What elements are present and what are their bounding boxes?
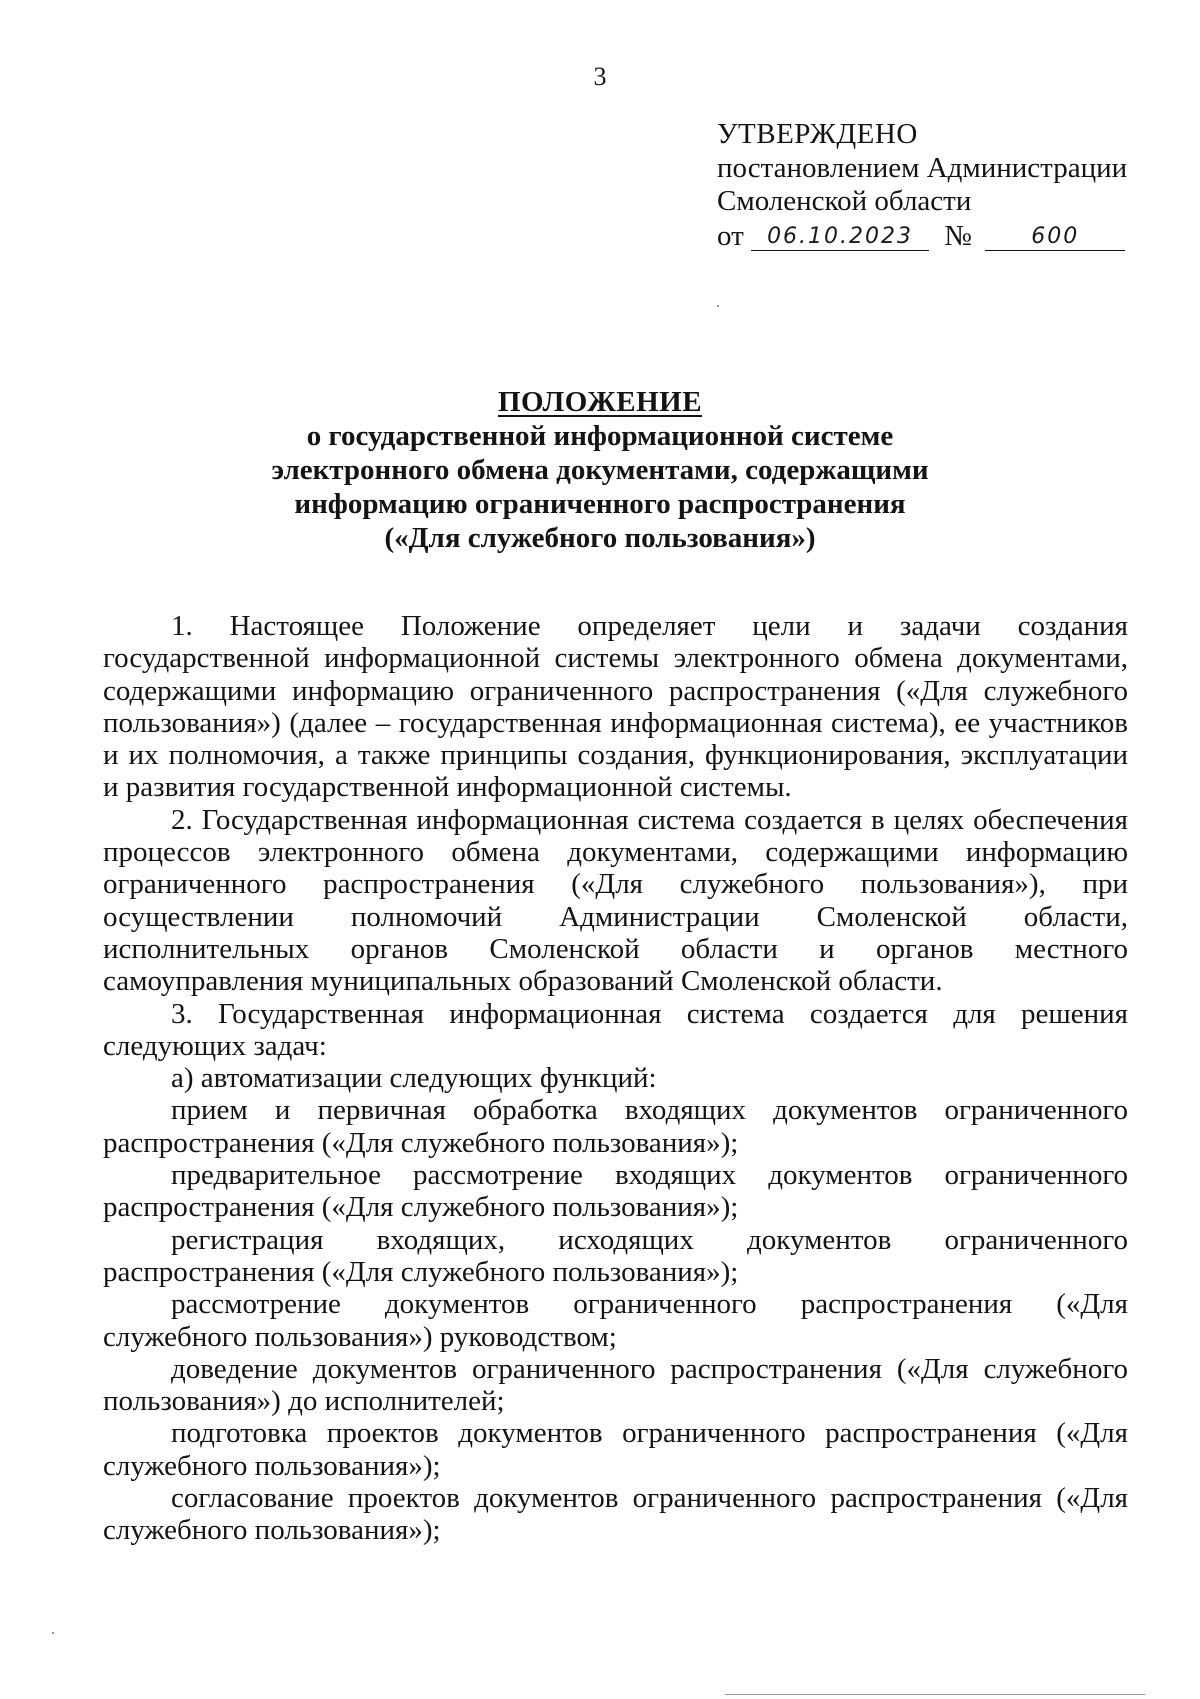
title-line-1: о государственной информационной системе xyxy=(306,420,894,452)
handwritten-number: 600 xyxy=(985,224,1125,251)
approval-line-2: Смоленской области xyxy=(717,185,972,217)
scan-edge-line xyxy=(725,1694,1145,1695)
approval-block xyxy=(717,118,1157,253)
title-line-4: («Для служебного пользования») xyxy=(384,522,816,554)
paragraph: предварительное рассмотрение входящих документов ограниченного распространения («Для служебного пользования»); xyxy=(103,1159,1128,1224)
approval-date-line xyxy=(717,220,1157,254)
page-number: 3 xyxy=(593,62,607,91)
paragraph: прием и первичная обработка входящих документов ограниченного распространения («Для служебного пользования»); xyxy=(103,1094,1128,1159)
scan-speck xyxy=(52,1632,54,1634)
title-heading: ПОЛОЖЕНИЕ xyxy=(497,386,703,418)
paragraph: 2. Государственная информационная система создается в целях обеспечения процессов электронного обмена документами, содержащими информацию ограниченного распространения («Для служебного пользования»), при осуществлении полномочий Администрации Смоленской области, исполнительных органов Смоленской области и органов местного самоуправления муниципальных образований Смоленской области. xyxy=(103,803,1128,998)
paragraph: подготовка проектов документов ограниченного распространения («Для служебного пользования»); xyxy=(103,1417,1128,1482)
title-line-2: электронного обмена документами, содержащими xyxy=(271,454,929,486)
document-title xyxy=(0,385,1200,555)
paragraph: доведение документов ограниченного распространения («Для служебного пользования») до исполнителей; xyxy=(103,1352,1128,1418)
paragraph: 1. Настоящее Положение определяет цели и задачи создания государственной информационной системы электронного обмена документами, содержащими информацию ограниченного распространения («Для служебного пользования») (далее – государственная информационная система), ее участников и их полномочия, а также принципы создания, функционирования, эксплуатации и развития государственной информационной системы. xyxy=(103,610,1128,804)
paragraph: а) автоматизации следующих функций: xyxy=(171,1062,657,1095)
approval-stamp: УТВЕРЖДЕНО xyxy=(717,118,918,150)
approval-line-1: постановлением Администрации xyxy=(717,151,1128,184)
document-body xyxy=(103,610,1128,1547)
paragraph: 3. Государственная информационная система создается для решения следующих задач: xyxy=(103,997,1128,1062)
paragraph: регистрация входящих, исходящих документов ограниченного распространения («Для служебного пользования»); xyxy=(103,1223,1128,1288)
paragraph: согласование проектов документов ограниченного распространения («Для служебного пользования»); xyxy=(103,1482,1128,1547)
scan-speck xyxy=(717,305,719,307)
paragraph: рассмотрение документов ограниченного распространения («Для служебного пользования») руководством; xyxy=(103,1288,1128,1353)
date-prefix: от xyxy=(717,219,744,252)
number-sign: № xyxy=(944,219,972,252)
title-line-3: информацию ограниченного распространения xyxy=(294,488,906,520)
handwritten-date: 06.10.2023 xyxy=(751,224,929,251)
